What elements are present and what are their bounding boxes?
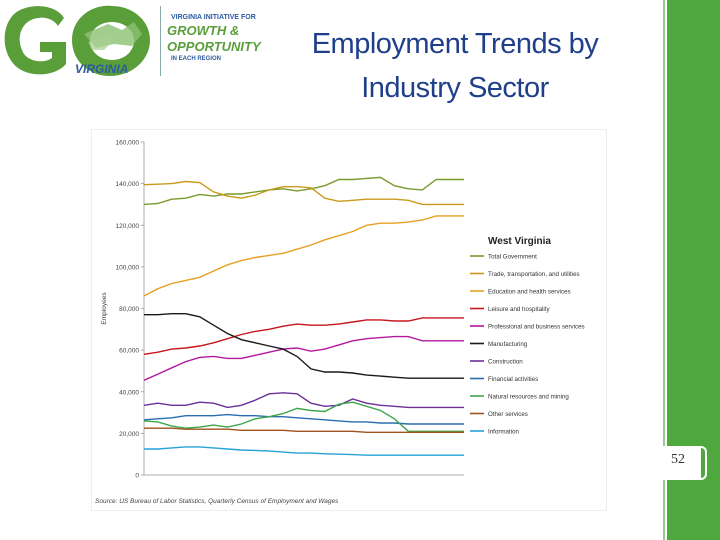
series-line-6 — [144, 393, 464, 408]
series-line-10 — [144, 447, 464, 455]
slide-title-line1: Employment Trends by — [311, 28, 599, 60]
legend-label-6: Construction — [488, 358, 523, 366]
y-tick-label: 60,000 — [119, 347, 139, 355]
legend-label-1: Trade, transportation, and utilities — [488, 271, 580, 278]
go-virginia-logo — [0, 0, 260, 84]
logo-line2: GROWTH & — [167, 23, 240, 38]
legend-label-8: Natural resources and mining — [488, 393, 569, 401]
source-note: Source: US Bureau of Labor Statistics, Quarterly Census of Employment and Wages — [95, 498, 339, 505]
slide-title — [270, 22, 640, 110]
series-line-8 — [144, 402, 464, 431]
series-line-5 — [144, 314, 464, 379]
series-line-2 — [144, 216, 464, 296]
legend-label-9: Other services — [488, 411, 528, 418]
y-tick-label: 120,000 — [115, 222, 139, 230]
legend-label-7: Financial activities — [488, 376, 539, 383]
y-axis-label: Employees — [101, 292, 108, 325]
y-tick-label: 40,000 — [119, 389, 139, 397]
logo-divider — [160, 6, 161, 76]
series-line-1 — [144, 182, 464, 205]
slide-title-line2: Industry Sector — [361, 72, 549, 104]
y-tick-label: 160,000 — [115, 139, 139, 147]
logo-line4: IN EACH REGION — [171, 56, 222, 62]
chart-panel — [92, 130, 606, 510]
y-tick-label: 80,000 — [119, 306, 139, 313]
series-line-9 — [144, 428, 464, 432]
legend-label-10: Information — [488, 428, 519, 436]
legend-label-0: Total Government — [488, 253, 537, 261]
series-line-7 — [144, 415, 464, 424]
logo-line3: OPPORTUNITY — [167, 39, 261, 54]
y-tick-label: 100,000 — [115, 264, 139, 272]
legend-title: West Virginia — [488, 236, 551, 247]
logo-virginia-word: VIRGINIA — [75, 62, 129, 76]
series-line-4 — [144, 337, 464, 381]
legend-label-5: Manufacturing — [488, 341, 528, 348]
y-tick-label: 140,000 — [115, 181, 139, 189]
legend-label-4: Professional and business services — [488, 323, 585, 331]
series-line-3 — [144, 318, 464, 354]
page-number: 52 — [671, 452, 685, 467]
y-tick-label: 20,000 — [119, 430, 139, 438]
y-tick-label: 0 — [135, 472, 139, 480]
legend-label-2: Education and health services — [488, 288, 571, 296]
employment-line-chart — [92, 130, 606, 500]
legend-label-3: Leisure and hospitality — [488, 306, 550, 313]
page-number-badge — [647, 446, 709, 478]
logo-line1: VIRGINIA INITIATIVE FOR — [171, 14, 256, 21]
